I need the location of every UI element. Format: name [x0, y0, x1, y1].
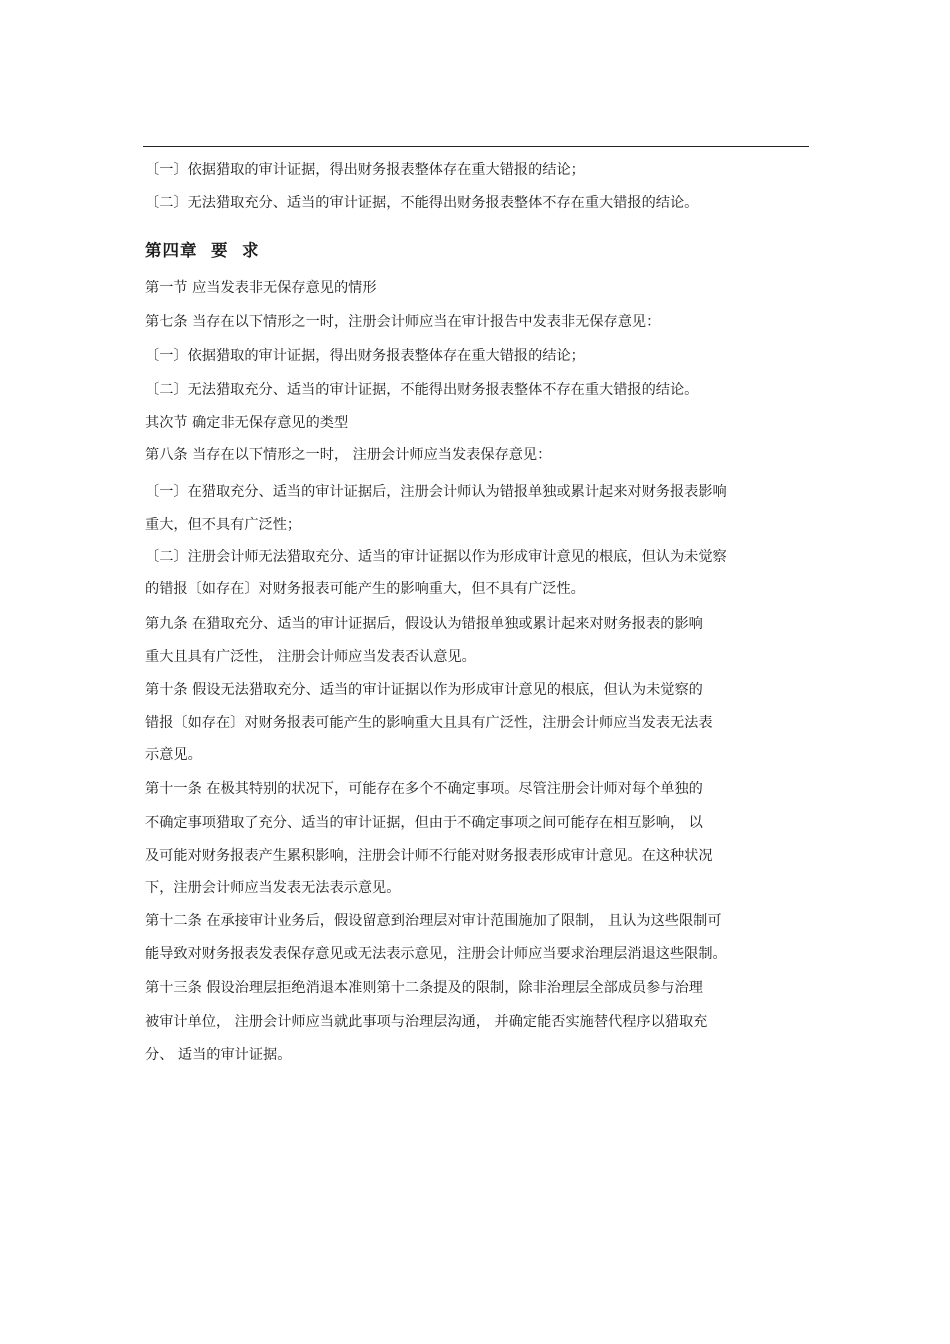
- paragraph-line: 能导致对财务报表发表保存意见或无法表示意见，注册会计师应当要求治理层消退这些限制。: [145, 946, 727, 962]
- paragraph-line: 〔二〕注册会计师无法猎取充分、适当的审计证据以作为形成审计意见的根底，但认为未觉察: [145, 549, 727, 565]
- paragraph-line: 〔一〕依据猎取的审计证据，得出财务报表整体存在重大错报的结论；: [145, 162, 585, 178]
- paragraph-line: 〔二〕无法猎取充分、适当的审计证据，不能得出财务报表整体不存在重大错报的结论。: [145, 382, 699, 398]
- header-rule: [143, 146, 809, 147]
- paragraph-line: 重大且具有广泛性， 注册会计师应当发表否认意见。: [145, 649, 476, 665]
- paragraph-line: 〔一〕依据猎取的审计证据，得出财务报表整体存在重大错报的结论；: [145, 348, 585, 364]
- paragraph-line: 第十一条 在极其特别的状况下，可能存在多个不确定事项。尽管注册会计师对每个单独的: [145, 781, 703, 797]
- paragraph-line: 〔一〕在猎取充分、适当的审计证据后，注册会计师认为错报单独或累计起来对财务报表影响: [145, 484, 727, 500]
- paragraph-line: 第九条 在猎取充分、适当的审计证据后，假设认为错报单独或累计起来对财务报表的影响: [145, 616, 703, 632]
- paragraph-line: 第八条 当存在以下情形之一时， 注册会计师应当发表保存意见：: [145, 447, 552, 463]
- paragraph-line: 的错报〔如存在〕对财务报表可能产生的影响重大，但不具有广泛性。: [145, 581, 585, 597]
- section-title: 其次节 确定非无保存意见的类型: [145, 415, 349, 431]
- chapter-heading: 第四章 要 求: [145, 241, 260, 260]
- paragraph-line: 示意见。: [145, 747, 202, 763]
- paragraph-line: 〔二〕无法猎取充分、适当的审计证据，不能得出财务报表整体不存在重大错报的结论。: [145, 195, 699, 211]
- paragraph-line: 第七条 当存在以下情形之一时，注册会计师应当在审计报告中发表非无保存意见：: [145, 314, 661, 330]
- paragraph-line: 下，注册会计师应当发表无法表示意见。: [145, 880, 401, 896]
- paragraph-line: 及可能对财务报表产生累积影响，注册会计师不行能对财务报表形成审计意见。在这种状况: [145, 848, 713, 864]
- section-title: 第一节 应当发表非无保存意见的情形: [145, 280, 377, 296]
- paragraph-line: 第十二条 在承接审计业务后，假设留意到治理层对审计范围施加了限制， 且认为这些限制可: [145, 913, 722, 929]
- paragraph-line: 被审计单位， 注册会计师应当就此事项与治理层沟通， 并确定能否实施替代程序以猎取充: [145, 1014, 708, 1030]
- paragraph-line: 重大，但不具有广泛性；: [145, 517, 302, 533]
- paragraph-line: 分、 适当的审计证据。: [145, 1047, 292, 1063]
- paragraph-line: 第十三条 假设治理层拒绝消退本准则第十二条提及的限制，除非治理层全部成员参与治理: [145, 980, 703, 996]
- paragraph-line: 错报〔如存在〕对财务报表可能产生的影响重大且具有广泛性，注册会计师应当发表无法表: [145, 715, 713, 731]
- paragraph-line: 不确定事项猎取了充分、适当的审计证据，但由于不确定事项之间可能存在相互影响， 以: [145, 815, 703, 831]
- paragraph-line: 第十条 假设无法猎取充分、适当的审计证据以作为形成审计意见的根底，但认为未觉察的: [145, 682, 703, 698]
